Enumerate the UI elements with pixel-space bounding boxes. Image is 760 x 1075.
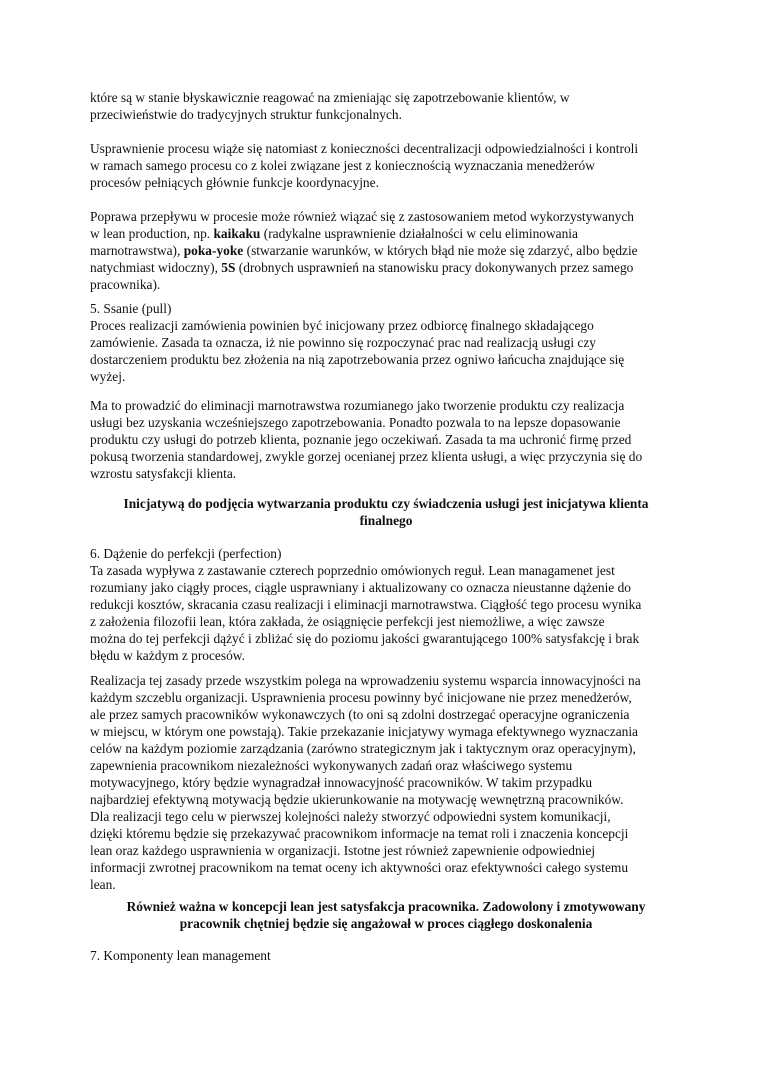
text-line: Ta zasada wypływa z zastawanie czterech poprzednio omówionych reguł. Lean managamenet jest [90,563,615,578]
text-fragment: (stwarzanie warunków, w których błąd nie może się zdarzyć, albo będzie [246,243,638,258]
text-fragment: natychmiast widoczny), [90,260,218,275]
text-line: procesów pełniących głównie funkcje koordynacyjne. [90,175,379,190]
text-line: w miejscu, w którym one powstają). Takie przekazanie inicjatywy wymaga efektywnego wyznaczania [90,724,638,739]
text-line: najbardziej efektywną motywacją będzie ukierunkowanie na motywację wewnętrzną pracowników. [90,792,624,807]
paragraph-flow-improvement [90,208,682,293]
text-line [90,225,682,242]
text-line: zamówienie. Zasada ta oznacza, iż nie powinno się rozpoczynać prac nad realizacją usługi czy [90,335,596,350]
text-line [90,259,682,276]
section-heading-perfection: 6. Dążenie do perfekcji (perfection) [90,546,282,561]
text-fragment: (radykalne usprawnienie działalności w celu eliminowania [263,226,578,241]
text-line: lean. [90,877,116,892]
text-line: usługi bez uzyskania wcześniejszego zapotrzebowania. Ponadto pozwala to na lepsze dopasowanie [90,415,621,430]
text-fragment: w lean production, np. [90,226,211,241]
text-line: błędu w każdym z procesów. [90,648,245,663]
text-line: wyżej. [90,369,126,384]
paragraph-waste-elimination [90,397,682,482]
term-poka-yoke: poka-yoke [183,243,244,258]
text-line: dzięki któremu będzie się przekazywać pracownikom informacje na temat roli i znaczenia koncepcji [90,826,629,841]
text-line: pracownik chętniej będzie się angażował w proces ciągłego doskonalenia [179,916,593,931]
text-line: z założenia filozofii lean, która zakłada, że osiągnięcie perfekcji jest niemożliwe, a więc zawsze [90,614,605,629]
text-line: Poprawa przepływu w procesie może również wiązać się z zastosowaniem metod wykorzystywanych [90,209,634,224]
text-line: przeciwieństwie do tradycyjnych struktur funkcjonalnych. [90,107,402,122]
text-line: Inicjatywą do podjęcia wytwarzania produktu czy świadczenia usługi jest inicjatywa klienta [123,496,649,511]
section-heading-pull: 5. Ssanie (pull) [90,301,172,316]
text-line: wzrostu satysfakcji klienta. [90,466,237,481]
term-5s: 5S [221,260,236,275]
text-line: ale przez samych pracowników wykonawczych (to oni są zdolni dostrzegać operacyjne ograniczenia [90,707,630,722]
section-6 [90,545,682,664]
callout-employee-satisfaction [90,898,682,932]
section-7 [90,947,682,964]
text-line: które są w stanie błyskawicznie reagować na zmieniając się zapotrzebowanie klientów, w [90,90,570,105]
section-5 [90,300,682,385]
text-line: Realizacja tej zasady przede wszystkim polega na wprowadzeniu systemu wsparcia innowacyjności na [90,673,641,688]
text-line: Dla realizacji tego celu w pierwszej kolejności należy stworzyć odpowiedni system komunikacji, [90,809,611,824]
text-line: dostarczeniem produktu bez złożenia na nią zapotrzebowania przez ogniwo łańcucha znajdujące się [90,352,625,367]
paragraph-innovation-support [90,672,682,893]
text-line: każdym szczeblu organizacji. Usprawnienia procesu powinny być inicjowane nie przez menedżerów, [90,690,632,705]
text-line: Również ważna w koncepcji lean jest satysfakcja pracownika. Zadowolony i zmotywowany [126,899,646,914]
text-line: motywacyjnego, który będzie wynagradzał innowacyjność pracowników. W takim przypadku [90,775,593,790]
text-line: pokusą tworzenia standardowej, zwykle gorzej ocenianej przez klienta usługi, a więc przyczynia się do [90,449,643,464]
text-fragment: marnotrawstwa), [90,243,181,258]
text-line: produktu czy usługi do potrzeb klienta, poznanie jego oczekiwań. Zasada ta ma uchronić firmę przed [90,432,632,447]
text-line: pracownika). [90,277,161,292]
text-line: informacji zwrotnej pracownikom na temat oceny ich aktywności oraz efektywności całego systemu [90,860,629,875]
text-line: celów na każdym poziomie zarządzania (zarówno strategicznym jak i taktycznym oraz operacyjnym), [90,741,636,756]
text-line: redukcji kosztów, skracania czasu realizacji i eliminacji marnotrawstwa. Ciągłość tego procesu wynika [90,597,642,612]
text-fragment: (drobnych usprawnień na stanowisku pracy dokonywanych przez samego [238,260,634,275]
text-line: można do tej perfekcji dążyć i zbliżać się do poziomu jakości gwarantującego 100% satysfakcję i brak [90,631,640,646]
term-kaikaku: kaikaku [213,226,261,241]
text-line [90,242,682,259]
text-line: rozumiany jako ciągły proces, ciągle usprawniany i aktualizowany co oznacza nieustanne dążenie do [90,580,631,595]
text-line: lean oraz każdego usprawnienia w organizacji. Istotne jest również zapewnienie odpowiedniej [90,843,596,858]
paragraph-intro-continuation [90,89,682,123]
text-line: Ma to prowadzić do eliminacji marnotrawstwa rozumianego jako tworzenie produktu czy realizacja [90,398,625,413]
callout-customer-initiative [90,495,682,529]
text-line: zapewnienia pracownikom niezależności wykonywanych zadań oraz właściwego systemu [90,758,573,773]
text-line: w ramach samego procesu co z kolei związane jest z koniecznością wyznaczania menedżerów [90,158,595,173]
section-heading-components: 7. Komponenty lean management [90,948,271,963]
text-line: finalnego [359,513,413,528]
paragraph-process-improvement [90,140,682,191]
text-line: Proces realizacji zamówienia powinien być inicjowany przez odbiorcę finalnego składającego [90,318,594,333]
text-line: Usprawnienie procesu wiąże się natomiast z konieczności decentralizacji odpowiedzialności i kontroli [90,141,639,156]
